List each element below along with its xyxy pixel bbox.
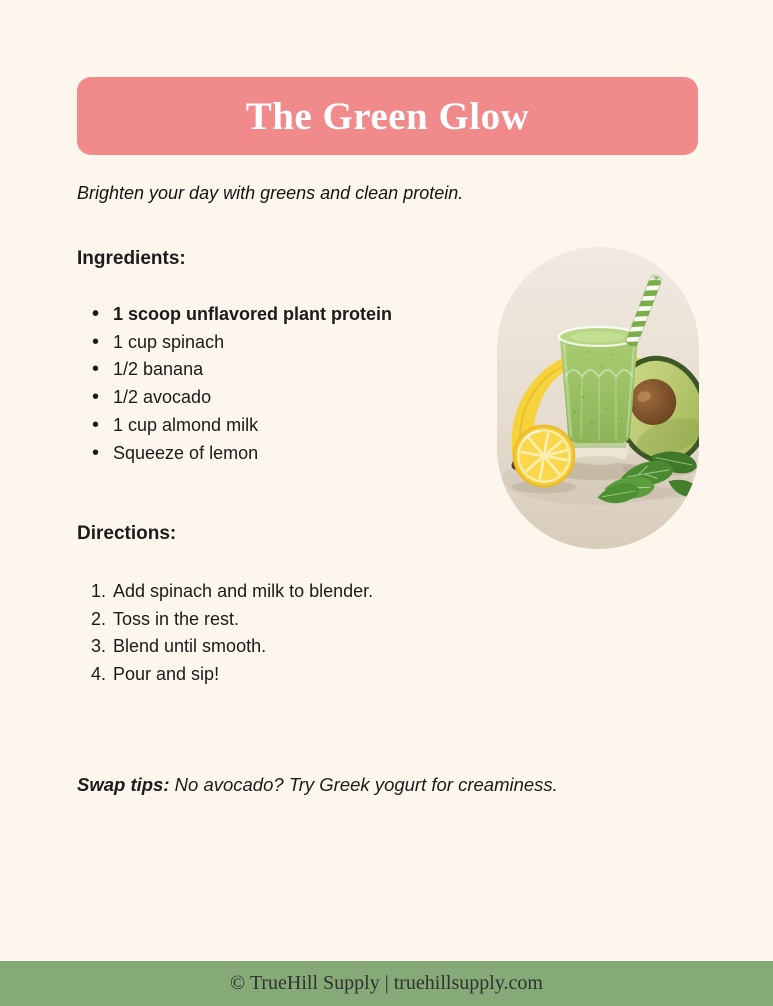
direction-step: Pour and sip!	[113, 664, 220, 685]
footer-text: © TrueHill Supply | truehillsupply.com	[230, 972, 543, 994]
direction-step: Blend until smooth.	[113, 636, 267, 657]
directions-heading: Directions:	[77, 523, 177, 544]
list-item: • 1 cup almond milk	[77, 412, 477, 440]
glass-base	[569, 443, 629, 465]
list-item: • 1/2 banana	[77, 356, 477, 384]
lemon	[514, 426, 575, 487]
page-title: The Green Glow	[245, 94, 530, 138]
title-banner	[77, 77, 698, 155]
ingredients-list	[77, 301, 477, 467]
list-item: • 1 cup spinach	[77, 329, 477, 357]
direction-step: Add spinach and milk to blender.	[113, 581, 374, 601]
directions-list	[77, 578, 497, 689]
footer-band	[0, 961, 773, 1006]
smoothie-photo	[497, 247, 699, 549]
list-item: • 1 scoop unflavored plant protein	[77, 301, 477, 329]
swap-tips-label: Swap tips:	[77, 774, 170, 795]
ingredients-heading: Ingredients:	[77, 248, 186, 269]
swap-tips	[77, 774, 558, 796]
smoothie-glass	[559, 327, 639, 443]
list-item: • 1/2 avocado	[77, 384, 477, 412]
tagline: Brighten your day with greens and clean protein.	[77, 183, 464, 203]
smoothie-illustration	[497, 247, 699, 549]
swap-tips-text: No avocado? Try Greek yogurt for creaminess.	[174, 774, 558, 795]
direction-step: Toss in the rest.	[113, 608, 240, 629]
list-item: • Squeeze of lemon	[77, 440, 477, 468]
